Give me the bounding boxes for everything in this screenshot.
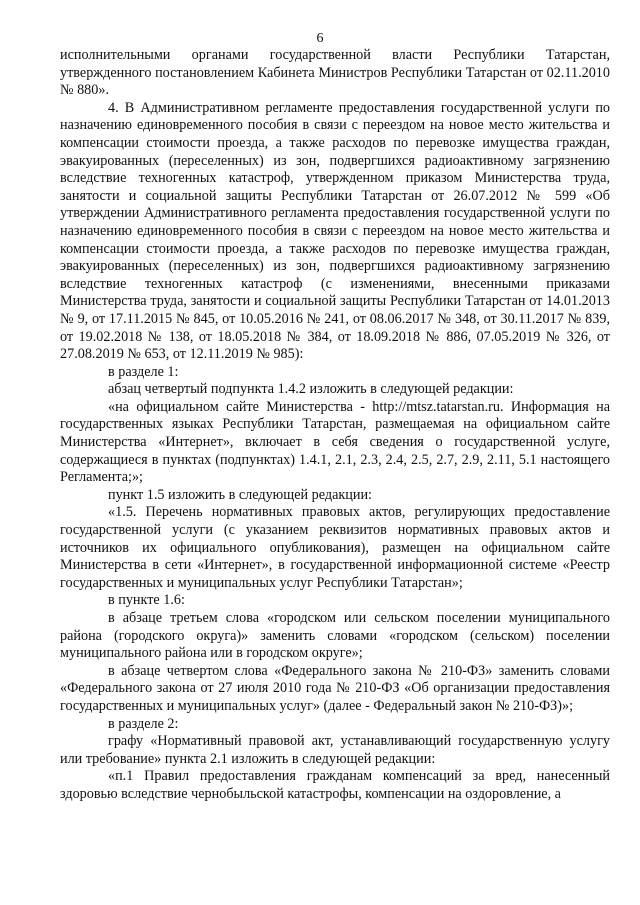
paragraph: «п.1 Правил предоставления гражданам компенсаций за вред, нанесенный здоровью вследствие чернобыльской катастрофы, компенсации на оздоровление, а <box>60 768 610 802</box>
page-number: 6 <box>316 31 324 46</box>
paragraph: «1.5. Перечень нормативных правовых актов, регулирующих предоставление государственной услуги (с указанием реквизитов нормативных правовых актов и источников их официального опубликования), размещен на официальном сайте Министерства в сети «Интернет», в государственной информационной системе «Реестр государственных и муниципальных услуг Республики Татарстан»; <box>60 504 610 591</box>
paragraph: в пункте 1.6: <box>108 592 185 609</box>
paragraph: абзац четвертый подпункта 1.4.2 изложить в следующей редакции: <box>108 381 514 398</box>
paragraph: в абзаце четвертом слова «Федерального закона № 210-ФЗ» заменить словами «Федерального закона от 27 июля 2010 года № 210-ФЗ «Об организации предоставления государственных и муниципальных услуг» (далее - Федеральный закон № 210-ФЗ)»; <box>60 662 610 714</box>
paragraph: в разделе 2: <box>108 715 179 732</box>
paragraph: «на официальном сайте Министерства - http://mtsz.tatarstan.ru. Информация на государственных языках Республики Татарстан, размещаемая на официальном сайте Министерства «Интернет», включает в себя сведения о государственной услуге, содержащиеся в пунктах (подпунктах) 1.4.1, 2.1, 2.3, 2.4, 2.5, 2.7, 2.9, 2.11, 5.1 настоящего Регламента;»; <box>60 398 610 486</box>
paragraph: в абзаце третьем слова «городском или сельском поселении муниципального района (городского округа)» заменить словами «городском (сельском) поселении муниципального района или в городском округе»; <box>60 610 610 662</box>
paragraph: 4. В Административном регламенте предоставления государственной услуги по назначению единовременного пособия в связи с переездом на новое место жительства и компенсации стоимости проезда, а также расходов по перевозке имущества граждан, эвакуированных (переселенных) из зон, подвергшихся радиоактивному загрязнению вследствие техногенных катастроф, утвержденном приказом Министерства труда, занятости и социальной защиты Республики Татарстан от 26.07.2012 № 599 «Об утверждении Административного регламента предоставления государственной услуги по назначению единовременного пособия в связи с переездом на новое место жительства и компенсации стоимости проезда, а также расходов по перевозке имущества граждан, эвакуированных (переселенных) из зон, подвергшихся радиоактивному загрязнению вследствие техногенных катастроф (с изменениями, внесенными приказами Министерства труда, занятости и социальной защиты Республики Татарстан от 14.01.2013 № 9, от 17.11.2015 № 845, от 10.05.2016 № 241, от 08.06.2017 № 348, от 30.11.2017 № 839, от 19.02.2018 № 138, от 18.05.2018 № 384, от 18.09.2018 № 886, 07.05.2019 № 326, от 27.08.2019 № 653, от 12.11.2019 № 985): <box>60 99 610 363</box>
document-body <box>60 47 610 804</box>
paragraph: графу «Нормативный правовой акт, устанавливающий государственную услугу или требование» пункта 2.1 изложить в следующей редакции: <box>60 733 610 767</box>
paragraph: пункт 1.5 изложить в следующей редакции: <box>108 486 372 503</box>
paragraph: исполнительными органами государственной власти Республики Татарстан, утвержденного постановлением Кабинета Министров Республики Татарстан от 02.11.2010 № 880». <box>60 47 610 99</box>
paragraph: в разделе 1: <box>108 363 179 380</box>
